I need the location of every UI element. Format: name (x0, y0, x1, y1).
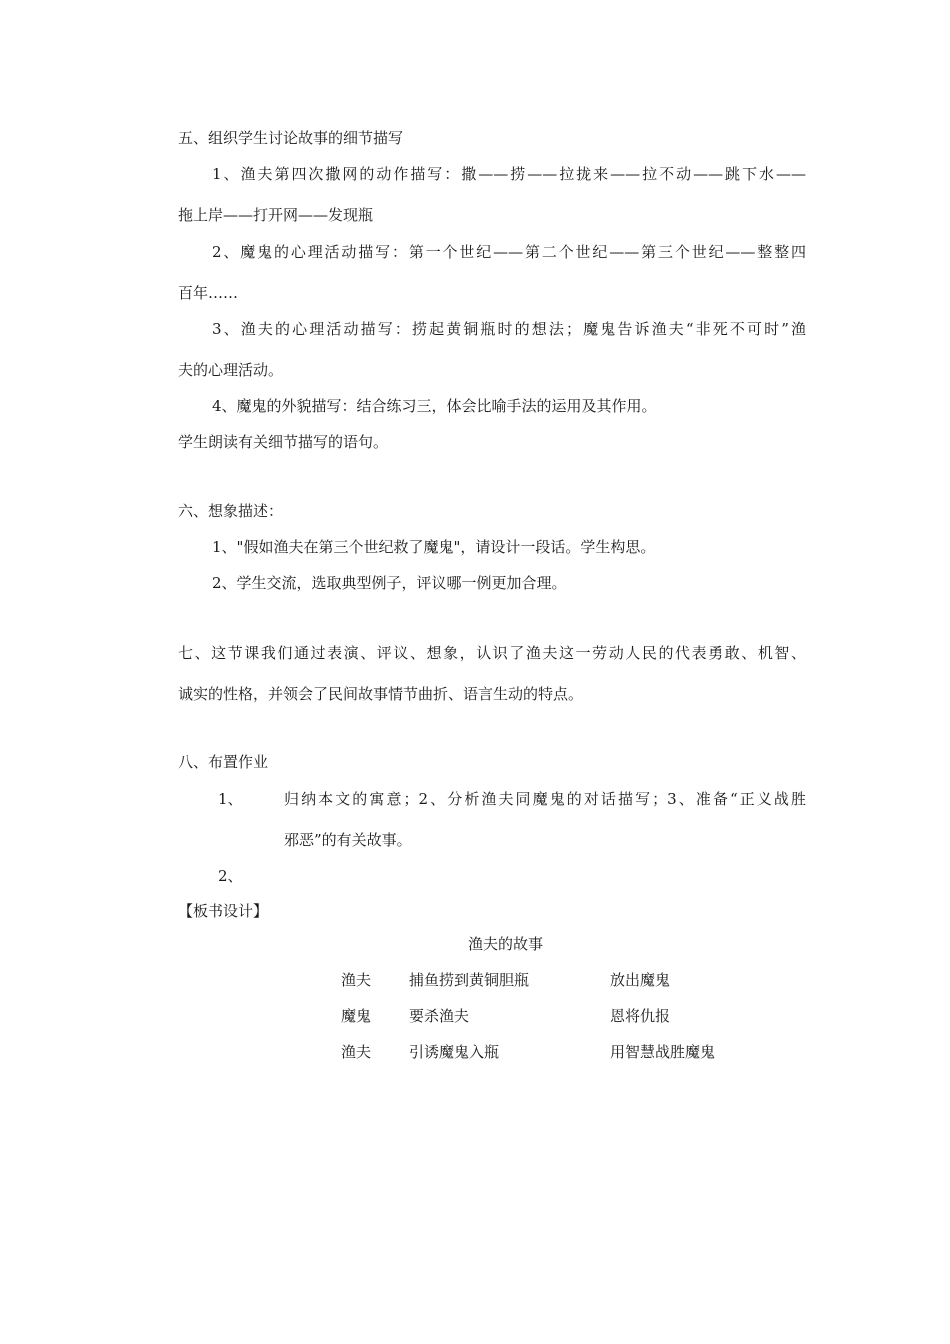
section5-heading: 五、组织学生讨论故事的细节描写 (178, 129, 404, 147)
board-row-result: 放出魔鬼 (610, 971, 671, 989)
board-row-action: 捕鱼捞到黄铜胆瓶 (409, 971, 530, 989)
section8-item1-line2: 邪恶”的有关故事。 (284, 831, 412, 849)
board-row-result: 恩将仇报 (610, 1007, 671, 1025)
board-row (0, 1042, 950, 1062)
section5-item3-line1: 3、渔夫的心理活动描写：捞起黄铜瓶时的想法；魔鬼告诉渔夫“非死不可时”渔 (212, 320, 806, 338)
section8-heading: 八、布置作业 (178, 753, 269, 771)
board-row (0, 1006, 950, 1026)
board-row-action: 要杀渔夫 (409, 1007, 470, 1025)
section6-item2: 2、学生交流，选取典型例子，评议哪一例更加合理。 (212, 574, 567, 592)
board-row-subject: 渔夫 (341, 971, 372, 989)
section5-item3-line2: 夫的心理活动。 (178, 361, 284, 379)
board-row-subject: 渔夫 (341, 1043, 372, 1061)
section5-note: 学生朗读有关细节描写的语句。 (178, 433, 389, 451)
section6-item1: 1、"假如渔夫在第三个世纪救了魔鬼"，请设计一段话。学生构思。 (212, 538, 656, 556)
section7-line2: 诚实的性格，并领会了民间故事情节曲折、语言生动的特点。 (178, 685, 584, 703)
section5-item4: 4、魔鬼的外貌描写：结合练习三，体会比喻手法的运用及其作用。 (212, 397, 657, 415)
board-row-action: 引诱魔鬼入瓶 (409, 1043, 500, 1061)
board-design-label: 【板书设计】 (178, 902, 269, 920)
section8-item1-line1: 归纳本文的寓意；2、分析渔夫同魔鬼的对话描写；3、准备“正义战胜 (284, 790, 806, 808)
board-row-result: 用智慧战胜魔鬼 (610, 1043, 716, 1061)
section5-item2-line2: 百年…… (178, 284, 239, 302)
board-title: 渔夫的故事 (468, 935, 544, 953)
section5-item2-line1: 2、魔鬼的心理活动描写：第一个世纪——第二个世纪——第三个世纪——整整四 (212, 243, 806, 261)
section5-item1-line2: 拖上岸——打开网——发现瓶 (178, 206, 374, 224)
section6-heading: 六、想象描述： (178, 502, 284, 520)
board-row-subject: 魔鬼 (341, 1007, 372, 1025)
section8-item1-number: 1、 (218, 790, 243, 808)
section8-item2-number: 2、 (218, 867, 243, 885)
section7-line1: 七、这节课我们通过表演、评议、想象，认识了渔夫这一劳动人民的代表勇敢、机智、 (178, 644, 806, 662)
board-row (0, 970, 950, 990)
section5-item1-line1: 1、渔夫第四次撒网的动作描写：撒——捞——拉拢来——拉不动——跳下水—— (212, 165, 806, 183)
